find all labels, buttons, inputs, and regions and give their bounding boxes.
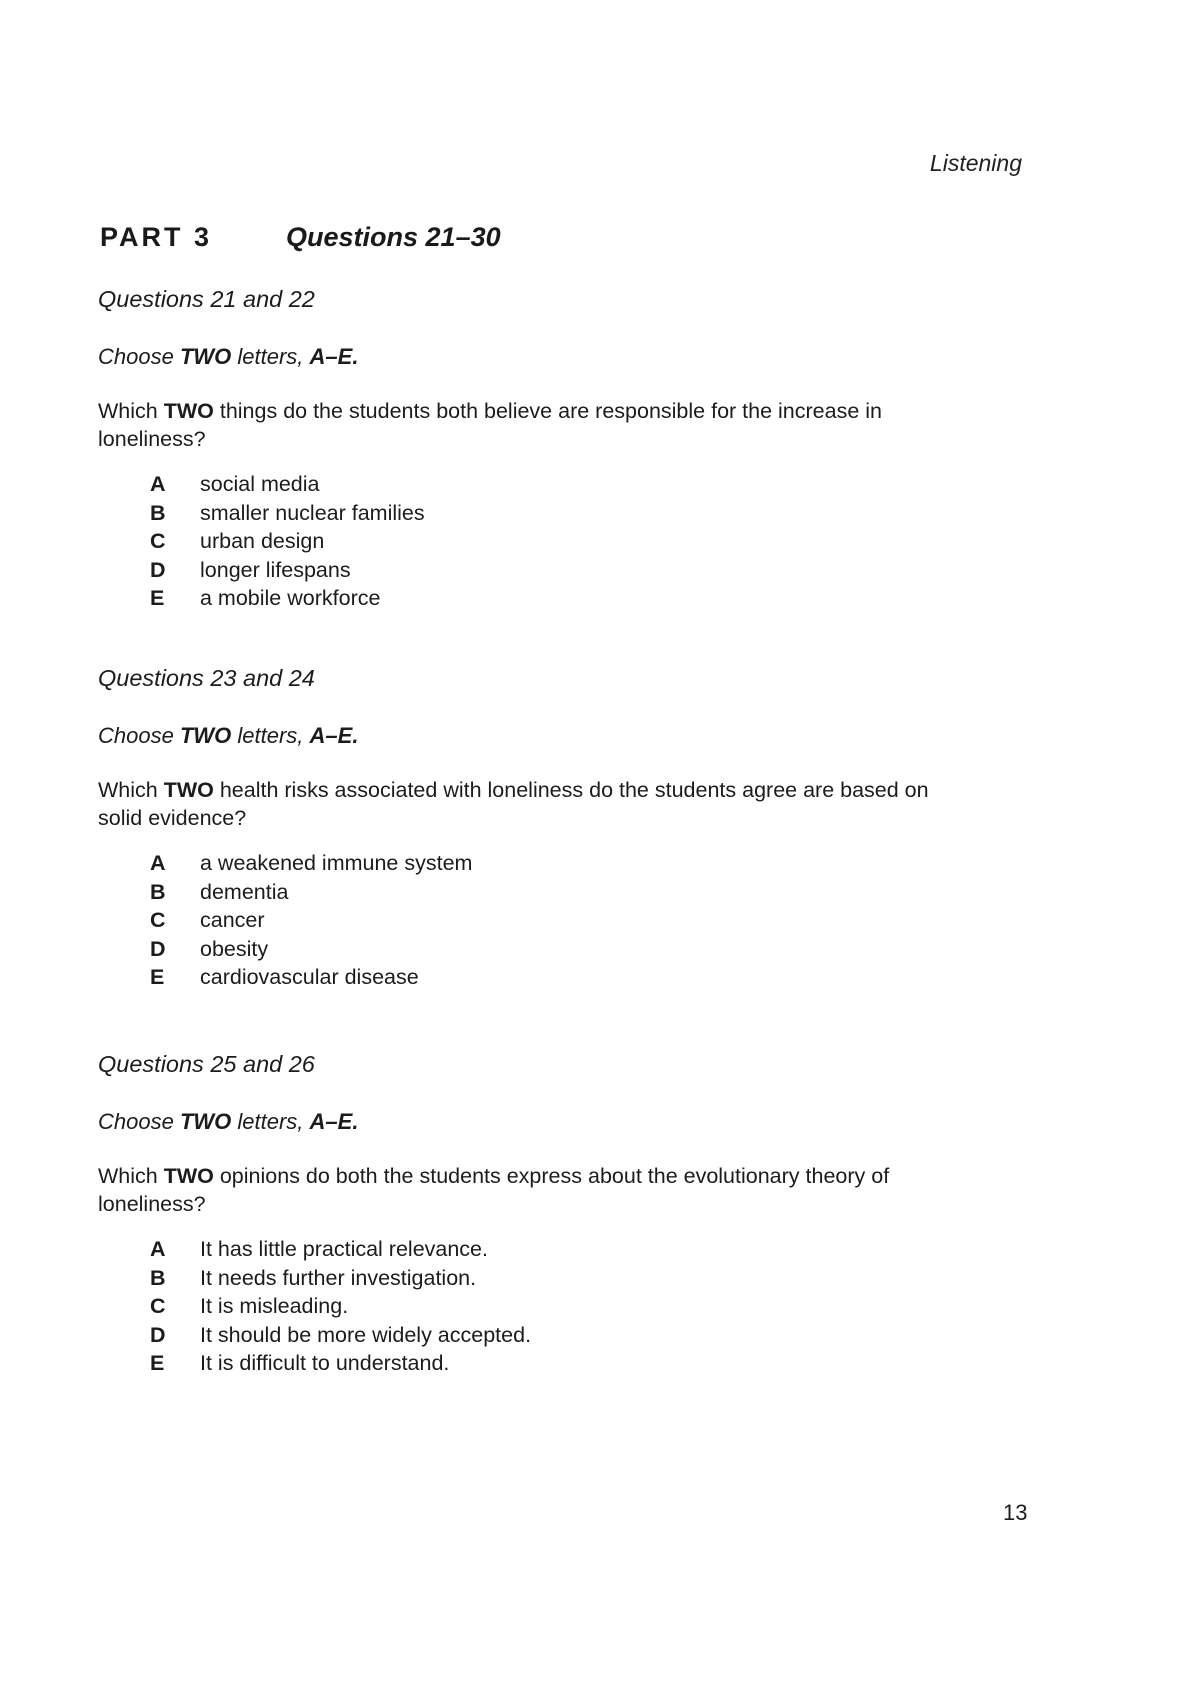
option-text: cardiovascular disease [200, 965, 419, 989]
option-row-b [98, 878, 1038, 907]
option-letter: B [150, 879, 166, 904]
instruction-range-bold: A–E. [309, 1109, 359, 1134]
option-row-b [98, 499, 1038, 528]
option-letter: A [150, 1237, 166, 1261]
instruction-text: Choose [98, 344, 180, 369]
option-row-b [98, 1264, 1038, 1293]
option-text: It is misleading. [200, 1294, 349, 1318]
option-text: It needs further investigation. [200, 1265, 477, 1290]
instruction-two-bold: TWO [179, 723, 232, 748]
part-question-range: Questions 21–30 [286, 222, 501, 252]
question-part: Which [98, 778, 164, 802]
instruction-text: Choose [98, 1109, 180, 1134]
section-questions-21-22 [98, 286, 1038, 613]
option-row-d [98, 556, 1038, 585]
instruction-text: letters, [231, 723, 310, 748]
question-two-bold: TWO [163, 1164, 214, 1188]
question-part: opinions do both the students express about the evolutionary theory of [213, 1164, 890, 1188]
option-row-d [98, 935, 1038, 964]
option-letter: D [150, 557, 166, 582]
option-text: cancer [200, 908, 265, 932]
section-heading: Questions 25 and 26 [98, 1051, 315, 1077]
option-row-e [98, 1349, 1038, 1378]
option-text: It is difficult to understand. [200, 1351, 450, 1375]
instruction-line [98, 344, 1038, 370]
page-number: 13 [1003, 1500, 1028, 1525]
option-text: dementia [200, 879, 289, 904]
instruction-line [98, 1109, 1038, 1135]
option-letter: E [150, 965, 165, 989]
question-part: things do the students both believe are responsible for the increase in [213, 399, 882, 423]
option-text: It has little practical relevance. [200, 1237, 488, 1261]
option-row-e [98, 584, 1038, 613]
option-row-a [98, 470, 1038, 499]
options-list [98, 470, 1038, 613]
options-list [98, 849, 1038, 992]
question-text [98, 397, 998, 453]
question-part: Which [98, 1164, 164, 1188]
question-two-bold: TWO [163, 778, 214, 802]
option-letter: B [150, 500, 166, 525]
option-text: urban design [200, 529, 325, 553]
question-part: Which [98, 399, 164, 423]
option-text: It should be more widely accepted. [200, 1322, 532, 1347]
instruction-range-bold: A–E. [309, 723, 359, 748]
option-text: a weakened immune system [200, 851, 473, 875]
question-part: solid evidence? [98, 806, 247, 830]
option-letter: C [150, 908, 166, 932]
option-row-a [98, 1235, 1038, 1264]
option-text: longer lifespans [200, 557, 351, 582]
section-questions-23-24 [98, 665, 1038, 992]
instruction-range-bold: A–E. [309, 344, 359, 369]
instruction-two-bold: TWO [179, 1109, 232, 1134]
option-letter: A [150, 851, 166, 875]
part-heading [100, 222, 501, 253]
option-row-c [98, 1292, 1038, 1321]
question-part: health risks associated with loneliness do the students agree are based on [213, 778, 929, 802]
option-row-c [98, 906, 1038, 935]
option-text: a mobile workforce [200, 586, 381, 610]
question-part: loneliness? [98, 1192, 206, 1216]
instruction-text: letters, [231, 1109, 310, 1134]
question-part: loneliness? [98, 427, 206, 451]
option-letter: C [150, 1294, 166, 1318]
option-letter: B [150, 1265, 166, 1290]
instruction-text: Choose [98, 723, 180, 748]
section-heading: Questions 21 and 22 [98, 286, 315, 312]
option-text: obesity [200, 936, 269, 961]
option-letter: D [150, 1322, 166, 1347]
option-letter: A [150, 472, 166, 496]
question-two-bold: TWO [163, 399, 214, 423]
part-label: PART 3 [100, 222, 213, 252]
option-row-d [98, 1321, 1038, 1350]
option-letter: C [150, 529, 166, 553]
option-text: social media [200, 472, 320, 496]
option-row-a [98, 849, 1038, 878]
instruction-text: letters, [231, 344, 310, 369]
options-list [98, 1235, 1038, 1378]
running-header-listening: Listening [929, 150, 1022, 176]
question-text [98, 1162, 998, 1218]
option-letter: E [150, 1351, 165, 1375]
option-row-e [98, 963, 1038, 992]
instruction-two-bold: TWO [179, 344, 232, 369]
section-questions-25-26 [98, 1051, 1038, 1378]
instruction-line [98, 723, 1038, 749]
option-text: smaller nuclear families [200, 500, 425, 525]
option-letter: D [150, 936, 166, 961]
question-text [98, 776, 998, 832]
section-heading: Questions 23 and 24 [98, 665, 315, 691]
option-row-c [98, 527, 1038, 556]
option-letter: E [150, 586, 165, 610]
